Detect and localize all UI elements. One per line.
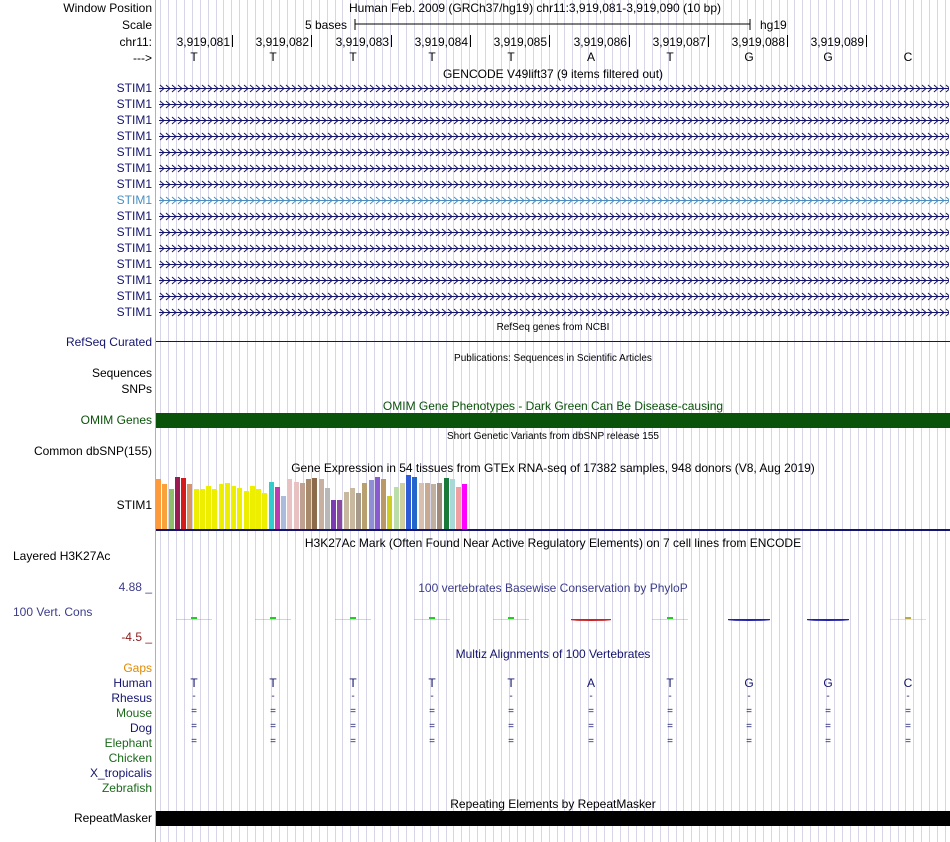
alignment-base: = [825,736,831,747]
species-label[interactable]: Zebrafish [101,781,152,795]
track-labels-column [0,0,155,842]
sequences-label[interactable]: Sequences [91,366,152,380]
gtex-tissue-bar[interactable] [294,482,299,529]
alignment-base: T [507,676,515,690]
ruler-position-label: 3,919,082 [255,35,309,49]
phylop-label[interactable]: 100 Vert. Cons [13,605,93,619]
snps-label[interactable]: SNPs [121,382,152,396]
ruler-position-label: 3,919,089 [810,35,864,49]
ruler-position-label: 3,919,086 [573,35,627,49]
gtex-tissue-bar[interactable] [162,484,167,529]
alignment-base: - [826,691,830,702]
gencode-transcript[interactable] [159,180,949,189]
species-label[interactable]: Mouse [115,706,152,720]
phylop-title: 100 vertebrates Basewise Conservation by PhyloP [418,581,688,595]
gtex-tissue-bar[interactable] [200,489,205,529]
ruler-position-label: 3,919,081 [176,35,230,49]
gtex-tissue-bar[interactable] [381,479,386,529]
gtex-tissue-bar[interactable] [331,500,336,529]
gencode-transcript[interactable] [159,260,949,269]
phylop-baseline [573,619,609,620]
phylop-baseline [731,619,767,620]
gtex-tissue-bar[interactable] [431,484,436,529]
omim-label[interactable]: OMIM Genes [80,413,152,427]
alignment-base: = [191,706,197,717]
gencode-transcript[interactable] [159,84,949,93]
gtex-tissue-bar[interactable] [369,480,374,529]
ruler-base: T [190,50,198,64]
alignment-base: = [508,706,514,717]
alignment-base: - [351,691,355,702]
ruler-base: G [823,50,833,64]
scale-bar [156,0,950,40]
gencode-transcript[interactable] [159,100,949,109]
gencode-transcript[interactable] [159,132,949,141]
refseq-title: RefSeq genes from NCBI [496,322,610,333]
gencode-gene-label[interactable]: STIM1 [116,257,152,271]
gtex-tissue-bar[interactable] [206,486,211,530]
ruler-tick [549,35,550,47]
alignment-base: - [747,691,751,702]
gencode-transcript[interactable] [159,228,949,237]
ruler-tick [629,35,630,47]
alignment-base: = [667,736,673,747]
gtex-tissue-bar[interactable] [194,489,199,529]
ruler-base: T [269,50,277,64]
assembly-label: hg19 [760,18,787,32]
gtex-tissue-bar[interactable] [412,477,417,530]
alignment-base: T [349,676,357,690]
gencode-transcript[interactable] [159,148,949,157]
ruler-tick [391,35,392,47]
phylop-baseline [810,619,846,620]
gencode-gene-label[interactable]: STIM1 [116,97,152,111]
gtex-tissue-bar[interactable] [400,483,405,529]
gtex-tissue-bar[interactable] [425,483,430,529]
alignment-base: - [271,691,275,702]
alignment-base: = [825,706,831,717]
gtex-tissue-bar[interactable] [437,483,442,529]
alignment-base: = [429,721,435,732]
ruler-tick [787,35,788,47]
alignment-base: = [429,706,435,717]
gtex-tissue-bar[interactable] [275,487,280,529]
gencode-gene-label[interactable]: STIM1 [116,113,152,127]
gtex-tissue-bar[interactable] [231,486,236,530]
alignment-base: C [903,676,913,690]
gencode-gene-label[interactable]: STIM1 [116,209,152,223]
alignment-base: - [906,691,910,702]
ruler-title: Human Feb. 2009 (GRCh37/hg19) chr11:3,919,081-3,919,090 (10 bp) [349,1,722,15]
ruler-base: T [666,50,674,64]
alignment-base: = [746,736,752,747]
gtex-tissue-bar[interactable] [237,488,242,529]
gtex-tissue-bar[interactable] [462,484,467,529]
dbsnp-label[interactable]: Common dbSNP(155) [33,444,152,458]
alignment-base: - [509,691,513,702]
omim-bar[interactable] [156,413,950,428]
browser-track-area[interactable] [156,0,950,842]
dbsnp-title: Short Genetic Variants from dbSNP release 155 [447,431,659,442]
ruler-position-label: 3,919,083 [335,35,389,49]
phylop-baseline [890,619,926,620]
ruler-tick [232,35,233,47]
ruler-base: C [903,50,913,64]
gencode-gene-label[interactable]: STIM1 [116,241,152,255]
h3k27ac-title: H3K27Ac Mark (Often Found Near Active Regulatory Elements) on 7 cell lines from ENCODE [304,536,802,550]
gtex-tissue-bar[interactable] [244,491,249,529]
gtex-tissue-bar[interactable] [269,482,274,529]
alignment-base: = [508,736,514,747]
gtex-tissue-bar[interactable] [362,483,367,529]
alignment-base: G [823,676,833,690]
alignment-base: = [588,736,594,747]
alignment-base: = [270,736,276,747]
gencode-transcript[interactable] [159,244,949,253]
gtex-baseline [156,529,950,531]
alignment-base: = [825,721,831,732]
gtex-tissue-bar[interactable] [356,493,361,529]
gtex-tissue-bar[interactable] [456,487,461,529]
gtex-tissue-bar[interactable] [287,479,292,529]
gencode-transcript[interactable] [159,212,949,221]
gencode-gene-label[interactable]: STIM1 [116,289,152,303]
alignment-base: = [746,721,752,732]
phylop-baseline [652,619,688,620]
gtex-tissue-bar[interactable] [175,477,180,530]
gtex-tissue-bar[interactable] [319,479,324,529]
scale-text: 5 bases [305,18,348,32]
h3k27ac-label[interactable]: Layered H3K27Ac [13,549,111,563]
alignment-base: = [350,736,356,747]
alignment-base: = [270,721,276,732]
gtex-label[interactable]: STIM1 [116,498,152,512]
gtex-tissue-bar[interactable] [406,475,411,529]
gencode-transcript[interactable] [159,164,949,173]
gencode-transcript[interactable] [159,116,949,125]
phylop-baseline [255,619,291,620]
gtex-tissue-bar[interactable] [325,488,330,529]
alignment-base: = [905,721,911,732]
alignment-base: G [744,676,754,690]
gtex-tissue-bar[interactable] [419,483,424,529]
alignment-base: - [430,691,434,702]
gencode-gene-label[interactable]: STIM1 [116,225,152,239]
gtex-tissue-bar[interactable] [250,486,255,530]
gtex-tissue-bar[interactable] [375,477,380,530]
gtex-tissue-bar[interactable] [300,483,305,529]
alignment-base: - [192,691,196,702]
alignment-base: = [588,721,594,732]
ruler-base: T [507,50,515,64]
alignment-base: = [350,721,356,732]
gencode-gene-label[interactable]: STIM1 [116,145,152,159]
ruler-base: T [428,50,436,64]
gtex-tissue-bar[interactable] [256,489,261,529]
repeatmasker-title: Repeating Elements by RepeatMasker [450,797,656,811]
gtex-tissue-bar[interactable] [444,478,449,529]
phylop-baseline [335,619,371,620]
ruler-base: G [744,50,754,64]
gtex-tissue-bar[interactable] [312,478,317,529]
species-label[interactable]: Rhesus [111,691,152,705]
window-position-label: Window Position [63,1,152,15]
ruler-position-label: 3,919,088 [731,35,785,49]
alignment-base: - [589,691,593,702]
ruler-tick [470,35,471,47]
gtex-tissue-bar[interactable] [281,496,286,529]
phylop-baseline [176,619,212,620]
alignment-base: T [666,676,674,690]
alignment-base: = [667,706,673,717]
species-label[interactable]: Human [113,676,152,690]
alignment-base: T [190,676,198,690]
gencode-gene-label[interactable]: STIM1 [116,129,152,143]
gencode-transcript[interactable] [159,308,949,317]
phylop-baseline [493,619,529,620]
alignment-base: = [191,721,197,732]
gtex-tissue-bar[interactable] [181,478,186,529]
multiz-title: Multiz Alignments of 100 Vertebrates [455,647,651,661]
ruler-position-label: 3,919,087 [652,35,706,49]
refseq-label[interactable]: RefSeq Curated [65,335,152,349]
alignment-base: T [269,676,277,690]
scale-label: Scale [121,18,152,32]
alignment-base: A [586,676,595,690]
gencode-gene-label[interactable]: STIM1 [116,177,152,191]
gencode-gene-label[interactable]: STIM1 [116,193,152,207]
gtex-tissue-bar[interactable] [337,500,342,529]
gtex-tissue-bar[interactable] [306,479,311,529]
gencode-transcript[interactable] [159,196,949,205]
refseq-line[interactable] [156,341,950,342]
gtex-title: Gene Expression in 54 tissues from GTEx RNA-seq of 17382 samples, 948 donors (V8, Aug 2019) [291,461,815,475]
gtex-tissue-bar[interactable] [156,479,161,529]
gtex-tissue-bar[interactable] [450,479,455,529]
ruler-base: A [586,50,595,64]
alignment-base: = [905,706,911,717]
gtex-tissue-bar[interactable] [187,484,192,529]
chrom-label: chr11: [119,35,152,49]
alignment-base: = [270,706,276,717]
species-label[interactable]: Dog [129,721,152,735]
gtex-tissue-bar[interactable] [350,488,355,529]
ruler-position-label: 3,919,084 [414,35,468,49]
gtex-tissue-bar[interactable] [169,489,174,529]
species-label[interactable]: X_tropicalis [89,766,152,780]
publications-title: Publications: Sequences in Scientific Articles [454,353,652,364]
phylop-min-label: -4.5 _ [121,630,152,644]
gencode-gene-label[interactable]: STIM1 [116,161,152,175]
ruler-tick [311,35,312,47]
gtex-tissue-bar[interactable] [225,483,230,529]
phylop-baseline [414,619,450,620]
gaps-label: Gaps [123,661,152,675]
phylop-max-label: 4.88 _ [118,580,152,594]
gtex-tissue-bar[interactable] [212,489,217,529]
species-label[interactable]: Elephant [104,736,152,750]
ruler-base: T [349,50,357,64]
repeatmasker-bar[interactable] [156,811,950,826]
species-label[interactable]: Chicken [108,751,152,765]
ruler-position-label: 3,919,085 [493,35,547,49]
gencode-transcript[interactable] [159,276,949,285]
gtex-tissue-bar[interactable] [262,493,267,529]
gtex-tissue-bar[interactable] [387,496,392,529]
alignment-base: = [588,706,594,717]
alignment-base: = [905,736,911,747]
alignment-base: = [191,736,197,747]
alignment-base: = [429,736,435,747]
strand-label: ---> [133,51,152,65]
ruler-tick [866,35,867,47]
gtex-tissue-bar[interactable] [394,487,399,529]
ruler-tick [708,35,709,47]
alignment-base: T [428,676,436,690]
alignment-base: = [746,706,752,717]
gtex-tissue-bar[interactable] [219,484,224,529]
alignment-base: = [667,721,673,732]
gencode-transcript[interactable] [159,292,949,301]
gtex-tissue-bar[interactable] [344,492,349,529]
alignment-base: - [668,691,672,702]
alignment-base: = [508,721,514,732]
gencode-title: GENCODE V49lift37 (9 items filtered out) [442,67,664,81]
gencode-gene-label[interactable]: STIM1 [116,305,152,319]
alignment-base: = [350,706,356,717]
omim-title: OMIM Gene Phenotypes - Dark Green Can Be Disease-causing [382,399,724,413]
gencode-gene-label[interactable]: STIM1 [116,81,152,95]
repeatmasker-label[interactable]: RepeatMasker [73,811,152,825]
gencode-gene-label[interactable]: STIM1 [116,273,152,287]
